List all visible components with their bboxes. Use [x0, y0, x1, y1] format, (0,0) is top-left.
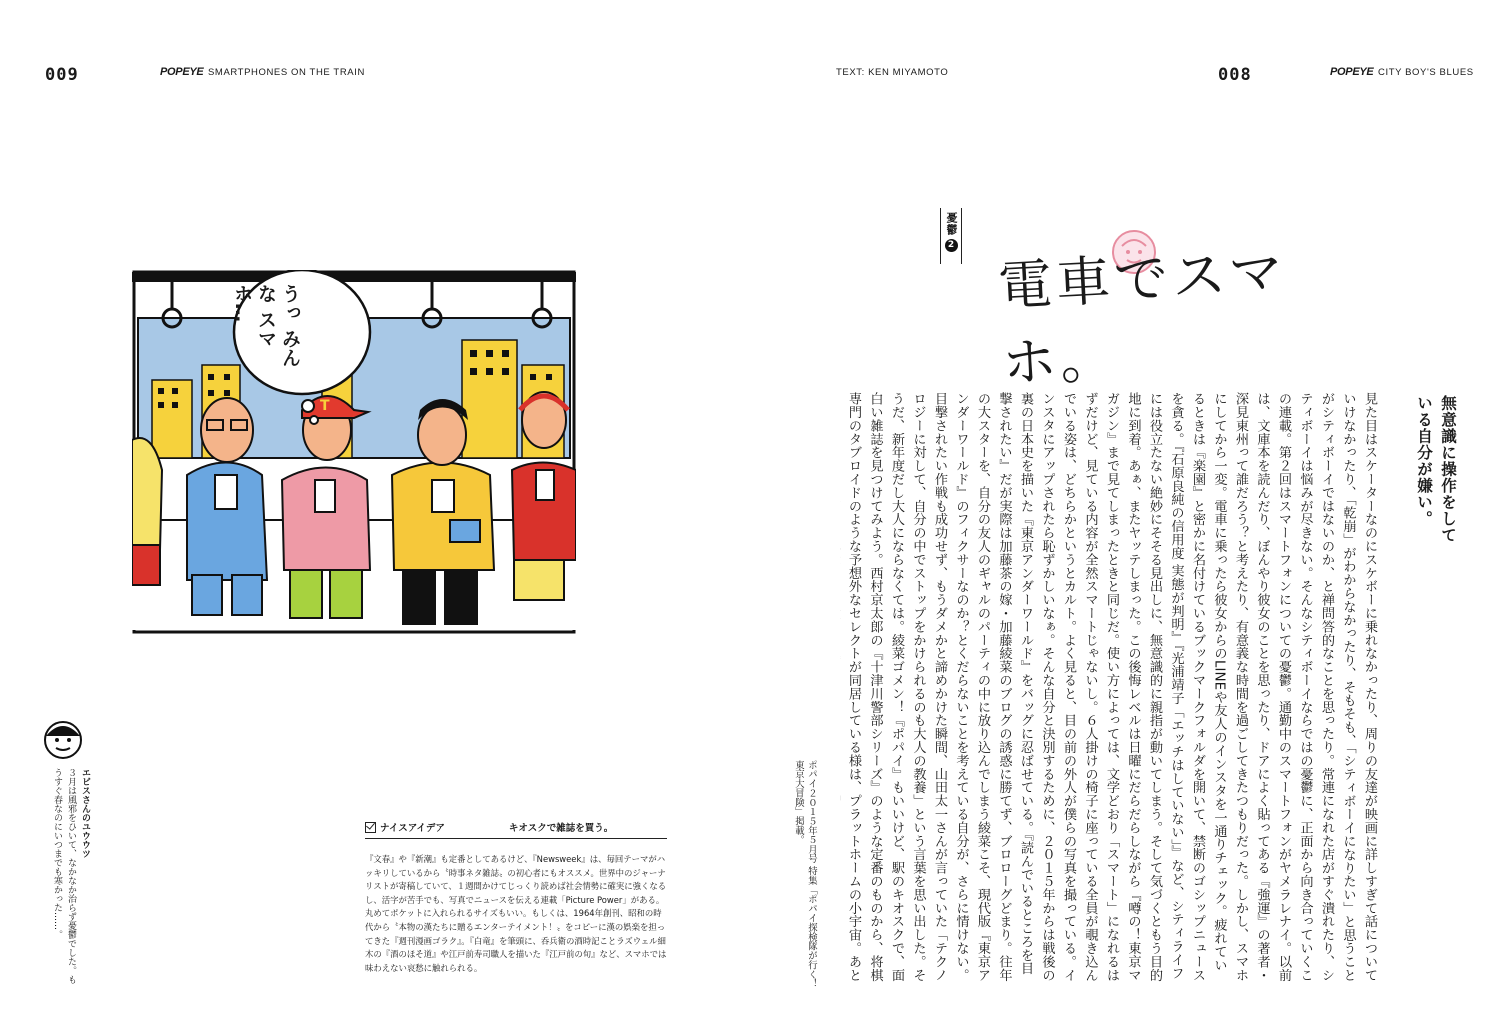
side-column-title: エビスさんのユウウツ [80, 768, 90, 858]
train-illustration [132, 270, 576, 634]
nice-idea-label: ナイスアイデア [380, 823, 445, 834]
text-credit: TEXT: KEN MIYAMOTO [836, 67, 949, 78]
article-lead: 無意識に操作をしている自分が嫌い。 [1415, 395, 1457, 544]
author-face-icon [42, 718, 84, 760]
right-section-title: CITY BOY'S BLUES [1378, 67, 1474, 78]
right-magazine-logo: POPEYE [1330, 66, 1374, 78]
source-note: ポパイ２０１５年５月号 特集「ポパイ探検隊が行く！東京大冒険」掲載。 [793, 760, 817, 989]
series-label [940, 208, 962, 264]
side-column-text: ３月は風邪をひいて、なかなか治らず憂鬱でした。もうすぐ春なのにいつまでも寒かった……。 [52, 768, 76, 984]
cap-letter: T [320, 398, 330, 414]
series-label-text: 憂鬱 [945, 212, 958, 236]
left-page-number: 009 [45, 65, 79, 85]
left-magazine-logo: POPEYE [160, 66, 204, 78]
nice-idea-header [365, 820, 667, 839]
check-icon [365, 822, 376, 833]
nice-idea-title: キオスクで雑誌を買う。 [508, 823, 614, 834]
right-page-number: 008 [1218, 65, 1252, 85]
article-title: 電車でスマホ。 [996, 239, 1289, 395]
left-section-title: SMARTPHONES ON THE TRAIN [208, 67, 365, 78]
nice-idea-text: 『文春』や『新潮』も定番としてあるけど、『Newsweek』は、毎回テーマがハッキリしているから〝時事ネタ雑誌〟の初心者にもオススメ。世界中のジャーナリストが寄稿していて、１週間かけてじっくり読めば社会情勢に確実に強くなるし、活字が苦手でも、写真でニュースを伝える連載「Picture Power」がある。丸めてポケットに入れられるサイズもいい。もしくは、1964年創刊、昭和の時代から〝本物の漢たちに贈るエンターテイメント！〟をコピーに漢の娯楽を担ってきた『週刊漫画ゴラク』。『白竜』を筆頭に、呑兵衛の酒時記ことラズウェル細木の『酒のほそ道』や江戸前寿司職人を描いた『江戸前の旬』など、スマホでは味わえない哀愁に触れられる。 [365, 854, 667, 973]
nice-idea-box [365, 820, 667, 975]
series-number-badge: 2 [945, 239, 958, 252]
side-column [46, 768, 92, 990]
article-body: 見た目はスケーターなのにスケボーに乗れなかったり、周りの友達が映画に詳しすぎて話についていけなかったり、「乾崩」がわからなかったり、そもそも、「シティボーイになりたい」と思うことがシティボーイではないのか、と禅問答的なことを思ったり。常連になれた店がすぐ潰れたり、シティボーイは悩みが尽きない。そんなシティボーイならではの憂鬱に、正面から向き合っていくこの連載。第２回はスマートフォンについての憂鬱。通勤中のスマートフォンがヤメラレナイ。以前は、文庫本を読んだり、ぼんやり彼女のことを思ったり、ドアによく貼ってある『強運』の著者・深見東州って誰だろう？と考えたり、有意義な時間を過ごしてきたつもりだった。しかし、スマホにしてから一変。電車に乗ったら彼女からのLINEや友人のインスタを一通りチェック。疲れているときは『楽園』と密かに名付けているブックマークフォルダを開いて、禁断のゴシップニュースを貪る。『石原良純の信用度 実態が判明』『光浦靖子「エッチはしていない」』など、シティライフには役立たない絶妙にそそる見出しに、無意識的に親指が動いてしまう。そして気づくともう目的地に到着。あぁ、またヤッテしまった。この後悔レベルは日曜にだらだらしながら『噂の！東京マガジン』まで見てしまったときと同じだ。使い方によっては、文学どおり「スマート」になれるはずだけど、見ている内容が全然スマートじゃないし。６人掛けの椅子に座っている全員が覗き込んでいる姿は、どちらかというとカルト。よく見ると、目の前の外人が僕らの写真を撮っている。インスタにアップされたら恥ずかしいなぁ。そんな自分と決別するために、２０１５年からは戦後の裏の日本史を描いた『東京アンダーワールド』をバッグに忍ばせている。『読んでいるところを目撃されたい』だが実際は加藤茶の嫁・加藤綾菜のブログの誘惑に勝てず、ブロローグどまり。往年の大スターを、自分の友人のギャルのパーティの中に放り込んでしまう綾菜こそ、現代版『東京アンダーワールド』のフィクサーなのか？とくだらないことを考えている自分が、さらに情けない。目撃されたい作戦も成功せず、もうダメかと諦めかけた瞬間、山田太一さんが言っていた「テクノロジーに対して、自分の中でストップをかけられるのも大人の教養」という言葉を思い出した。そうだ、新年度だし大人にならなくては。綾菜ゴメン！『ポパイ』もいいけど、駅のキオスクで、面白い雑誌を見つけてみよう。西村京太郎の『十津川警部シリーズ』のような定番のものから、将棋専門のタブロイドのような予想外なセレクトが同居している様は、プラットホームの小宇宙。あと [846, 392, 1377, 982]
speech-bubble-text: うっ みんな スマホ… [231, 284, 301, 367]
